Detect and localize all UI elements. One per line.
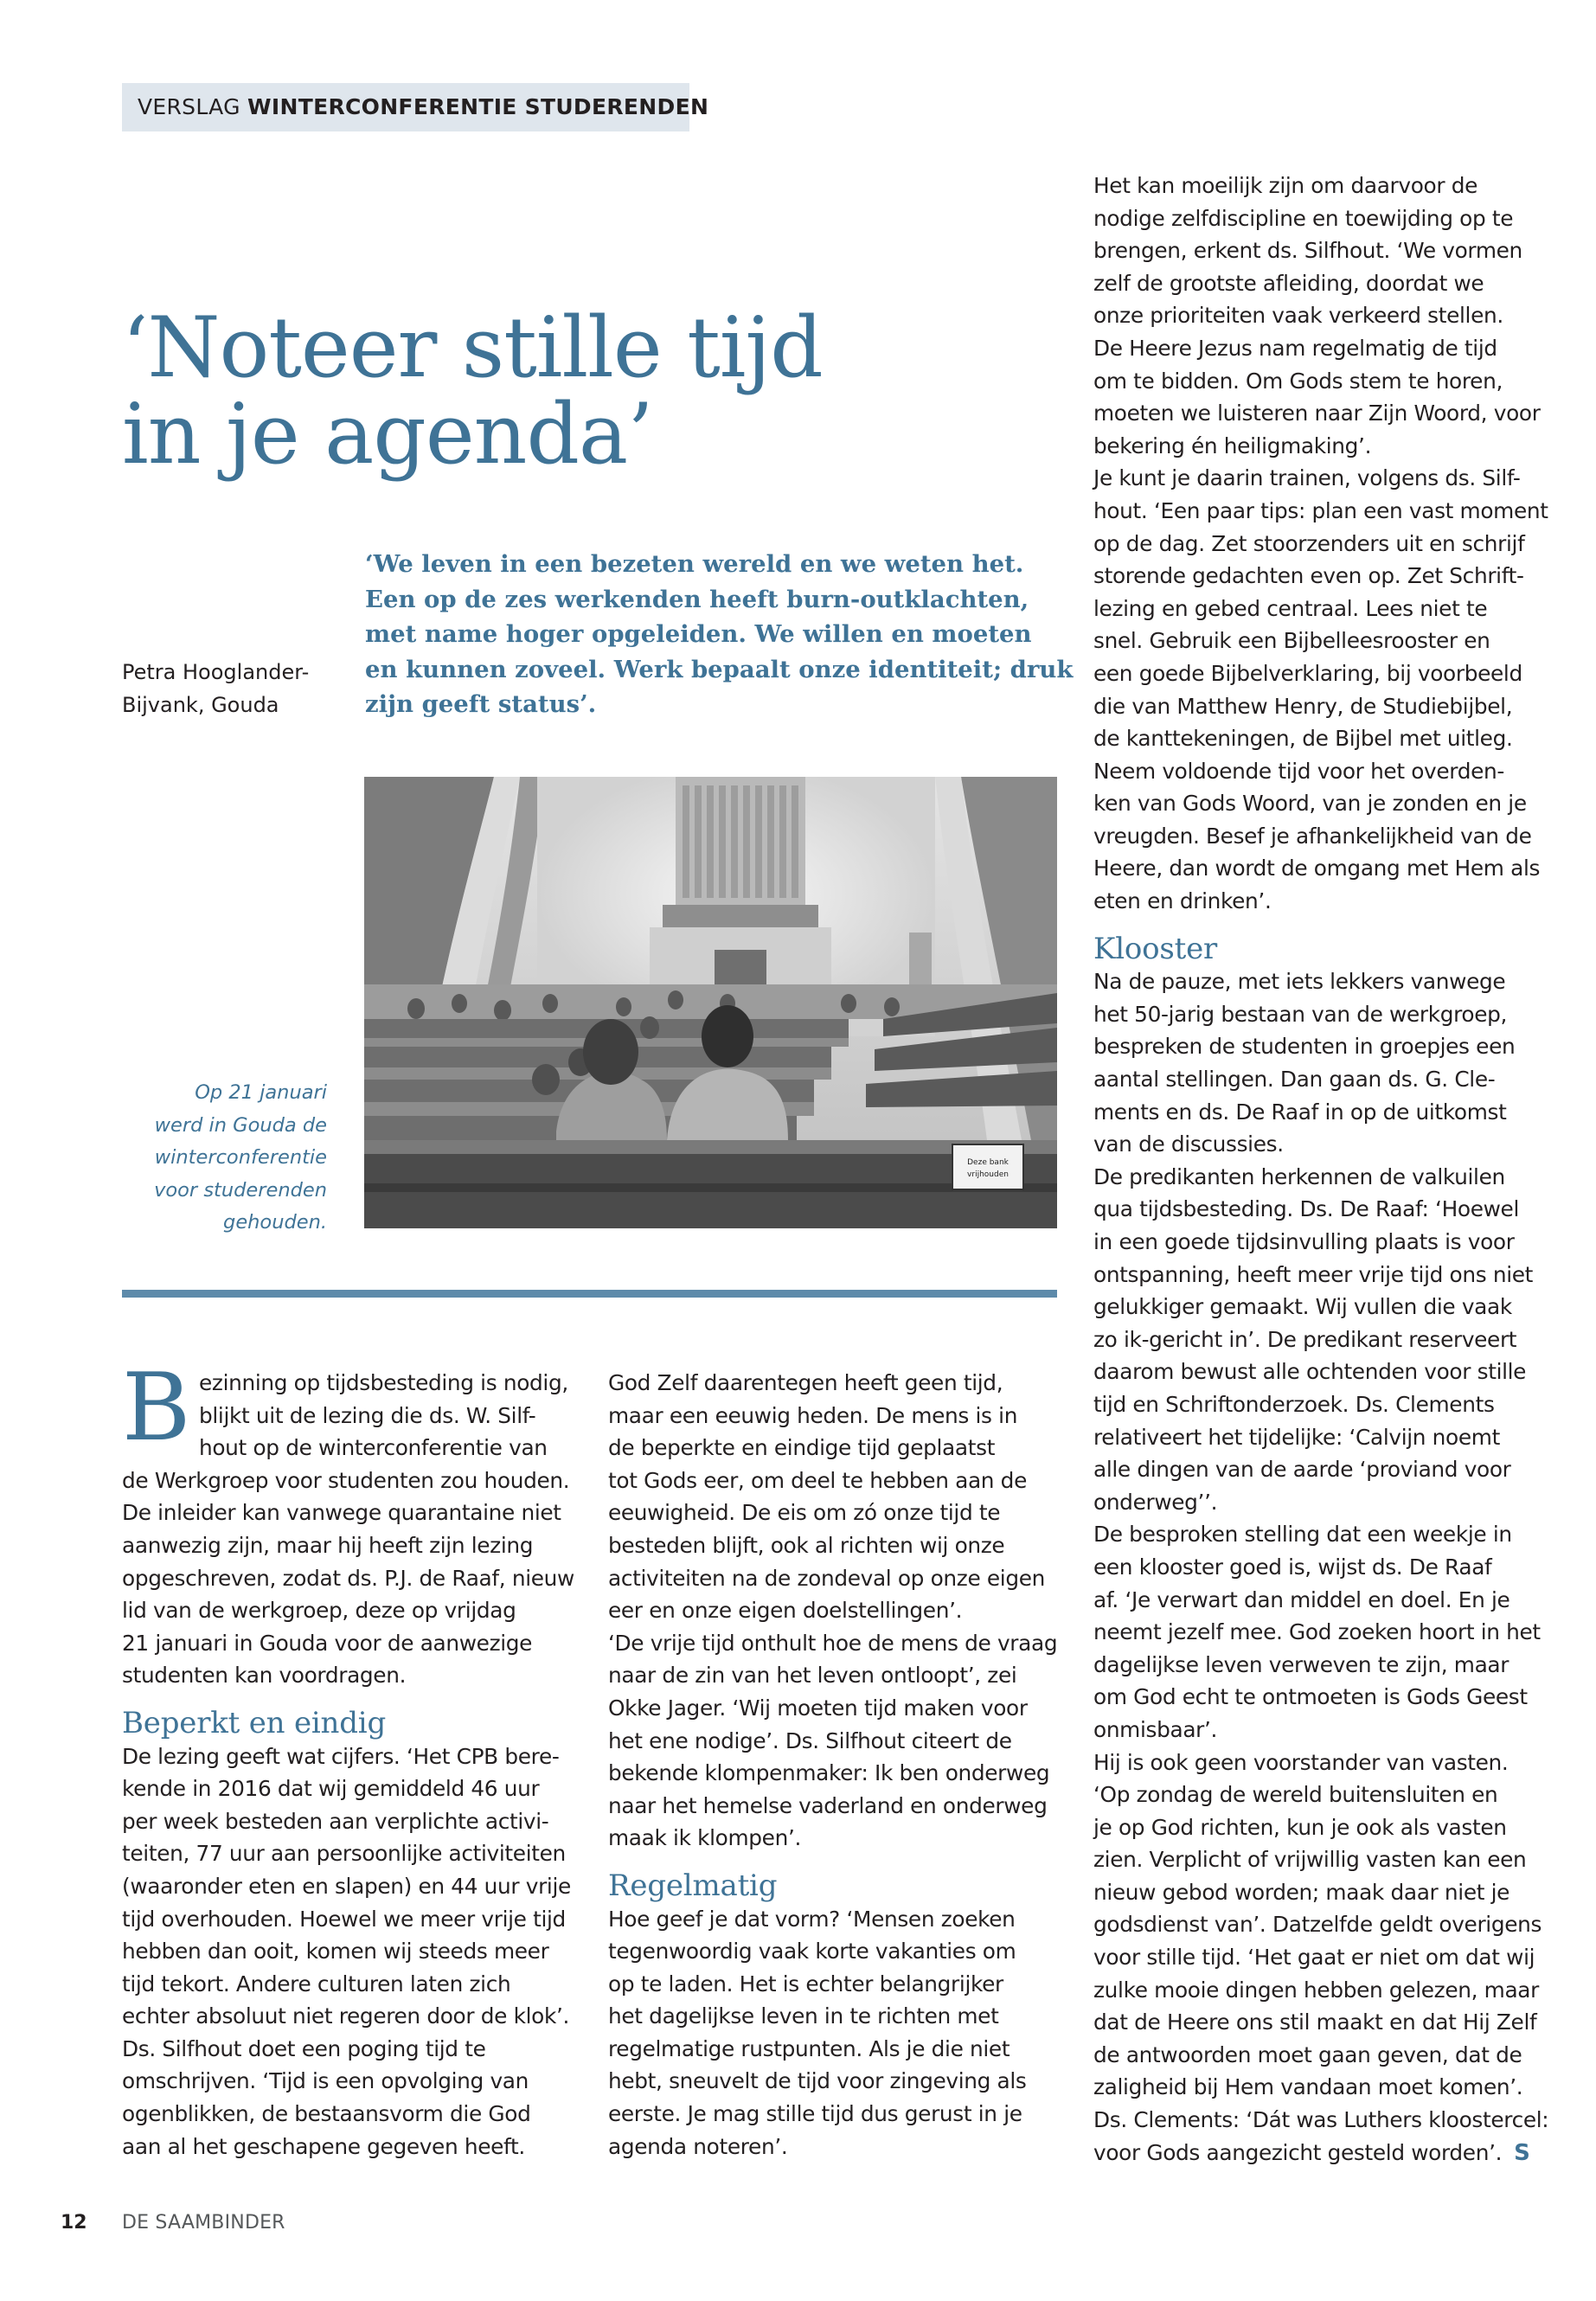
body-line: per week besteden aan verplichte activi- [122, 1808, 549, 1834]
body-line: onmisbaar’. [1093, 1716, 1218, 1742]
intro-line: en kunnen zoveel. Werk bepaalt onze identiteit; druk [365, 655, 1074, 683]
body-line: eeuwigheid. De eis om zó onze tijd te [608, 1500, 1001, 1526]
body-line: godsdienst van’. Datzelfde geldt overigens [1093, 1912, 1542, 1938]
body-line: ‘De vrije tijd onthult hoe de mens de vraag [608, 1630, 1058, 1656]
body-line: Neem voldoende tijd voor het overden- [1093, 758, 1504, 784]
body-line: ezinning op tijdsbesteding is nodig, [199, 1370, 568, 1395]
body-line: opgeschreven, zodat ds. P.J. de Raaf, nieuw [122, 1565, 574, 1591]
intro-line: met name hoger opgeleiden. We willen en moeten [365, 620, 1032, 648]
caption-line: gehouden. [223, 1211, 327, 1234]
body-line: onderweg’’. [1093, 1489, 1218, 1515]
body-line: dagelijkse leven verweven te zijn, maar [1093, 1651, 1509, 1677]
body-line: de Werkgroep voor studenten zou houden. [122, 1467, 570, 1493]
body-line: dat de Heere ons stil maakt en dat Hij Zelf [1093, 2009, 1537, 2035]
body-line: brengen, erkent ds. Silfhout. ‘We vormen [1093, 238, 1522, 264]
body-line: op te laden. Het is echter belangrijker [608, 1971, 1003, 1997]
article-column-3 [1093, 170, 1561, 2169]
body-line: 21 januari in Gouda voor de aanwezige [122, 1630, 533, 1656]
body-line: neemt jezelf mee. God zoeken hoort in het [1093, 1619, 1541, 1645]
body-line: naar de zin van het leven ontloopt’, zei [608, 1663, 1017, 1689]
body-line: God Zelf daarentegen heeft geen tijd, [608, 1370, 1003, 1395]
body-line: tegenwoordig vaak korte vakanties om [608, 1939, 1016, 1965]
body-line: De besproken stelling dat een weekje in [1093, 1522, 1512, 1548]
photo-caption [122, 1077, 327, 1240]
body-line: activiteiten na de zondeval op onze eigen [608, 1565, 1046, 1591]
body-line: ments en ds. De Raaf in op de uitkomst [1093, 1099, 1507, 1125]
intro-line: ‘We leven in een bezeten wereld en we weten het. [365, 550, 1024, 578]
title-line: in je agenda’ [122, 386, 653, 483]
body-line: de beperkte en eindige tijd geplaatst [608, 1435, 996, 1461]
end-mark-icon: S [1514, 2139, 1530, 2166]
body-line: de antwoorden moet gaan geven, dat de [1093, 2041, 1522, 2067]
body-line: ogenblikken, de bestaansvorm die God [122, 2101, 531, 2127]
body-line: zulke mooie dingen hebben gelezen, maar [1093, 1977, 1539, 2003]
body-line: nodige zelfdiscipline en toewijding op te [1093, 205, 1514, 231]
magazine-name: DE SAAMBINDER [122, 2212, 285, 2234]
body-line: ‘Op zondag de wereld buitensluiten en [1093, 1782, 1498, 1808]
body-line: agenda noteren’. [608, 2133, 788, 2159]
body-line: snel. Gebruik een Bijbelleesrooster en [1093, 628, 1490, 654]
pew-sign-text: Deze bank [967, 1158, 1009, 1167]
body-line: de kanttekeningen, de Bijbel met uitleg. [1093, 726, 1513, 752]
body-line: alle dingen van de aarde ‘proviand voor [1093, 1457, 1511, 1483]
body-line: het ene nodige’. Ds. Silfhout citeert de [608, 1727, 1012, 1753]
body-line: relativeert het tijdelijke: ‘Calvijn noemt [1093, 1424, 1500, 1450]
body-line: Heere, dan wordt de omgang met Hem als [1093, 856, 1541, 881]
subheading-klooster: Klooster [1093, 931, 1218, 966]
body-line: eerste. Je mag stille tijd dus gerust in je [608, 2101, 1022, 2127]
body-line: omschrijven. ‘Tijd is een opvolging van [122, 2068, 529, 2094]
body-line: Okke Jager. ‘Wij moeten tijd maken voor [608, 1695, 1028, 1721]
body-line: hebben dan ooit, komen wij steeds meer [122, 1939, 549, 1965]
body-line: lezing en gebed centraal. Lees niet te [1093, 595, 1488, 621]
intro-lead [365, 547, 1074, 722]
page-number: 12 [61, 2212, 87, 2234]
body-line: naar het hemelse vaderland en onderweg [608, 1792, 1048, 1818]
body-line: Je kunt je daarin trainen, volgens ds. Silf- [1093, 465, 1521, 491]
body-line: daarom bewust alle ochtenden voor stille [1093, 1359, 1527, 1385]
section-tag [122, 83, 709, 131]
church-photo [364, 777, 1057, 1228]
body-line: vreugden. Besef je afhankelijkheid van de [1093, 823, 1532, 849]
body-line: eer en onze eigen doelstellingen’. [608, 1598, 963, 1624]
title-line: ‘Noteer stille tijd [122, 299, 823, 396]
article-column-1 [122, 1354, 580, 2163]
body-line: hebt, sneuvelt de tijd voor zingeving als [608, 2068, 1027, 2094]
body-line: voor stille tijd. ‘Het gaat er niet om dat wij [1093, 1945, 1535, 1971]
body-line: De Heere Jezus nam regelmatig de tijd [1093, 335, 1497, 361]
intro-line: Een op de zes werkenden heeft burn-outklachten, [365, 585, 1029, 613]
body-line: van de discussies. [1093, 1131, 1284, 1157]
body-line: kende in 2016 dat wij gemiddeld 46 uur [122, 1776, 540, 1802]
church-interior-image [364, 777, 1057, 1228]
body-line: aanwezig zijn, maar hij heeft zijn lezing [122, 1532, 534, 1558]
body-line: De lezing geeft wat cijfers. ‘Het CPB bere- [122, 1743, 560, 1769]
body-line: aantal stellingen. Dan gaan ds. G. Cle- [1093, 1067, 1496, 1093]
body-line: Ds. Clements: ‘Dát was Luthers kloostercel: [1093, 2107, 1549, 2133]
body-line: af. ‘Je verwart dan middel en doel. En je [1093, 1586, 1510, 1612]
body-line: het 50-jarig bestaan van de werkgroep, [1093, 1001, 1508, 1027]
body-line: hout op de winterconferentie van [199, 1435, 548, 1461]
body-line: om te bidden. Om Gods stem te horen, [1093, 368, 1503, 394]
body-line: je op God richten, kun je ook als vasten [1093, 1814, 1507, 1840]
dropcap-letter: B [122, 1354, 191, 1462]
article-title [122, 299, 1030, 483]
body-line: zelf de grootste afleiding, doordat we [1093, 270, 1484, 296]
body-line: ken van Gods Woord, van je zonden en je [1093, 791, 1527, 817]
body-line: moeten we luisteren naar Zijn Woord, voor [1093, 401, 1541, 426]
body-line: aan al het geschapene gegeven heeft. [122, 2133, 525, 2159]
body-line: zo ik-gericht in’. De predikant reserveert [1093, 1326, 1517, 1352]
author-line: Bijvank, Gouda [122, 693, 279, 717]
body-line: Na de pauze, met iets lekkers vanwege [1093, 969, 1506, 995]
article-column-2 [608, 1367, 1058, 2163]
body-line: bekering én heiligmaking’. [1093, 433, 1372, 458]
body-line: maar een eeuwig heden. De mens is in [608, 1402, 1018, 1428]
body-line: De predikanten herkennen de valkuilen [1093, 1163, 1505, 1189]
body-line: storende gedachten even op. Zet Schrift- [1093, 563, 1524, 589]
body-line: op de dag. Zet stoorzenders uit en schrijf [1093, 530, 1525, 556]
body-line: studenten kan voordragen. [122, 1663, 407, 1689]
subheading-regelmatig: Regelmatig [608, 1868, 778, 1903]
body-line: die van Matthew Henry, de Studiebijbel, [1093, 693, 1513, 719]
section-tag-prefix: VERSLAG [138, 94, 240, 119]
body-line: regelmatige rustpunten. Als je die niet [608, 2035, 1010, 2061]
body-line: (waaronder eten en slapen) en 44 uur vrije [122, 1873, 571, 1899]
last-body-line [1093, 2137, 1561, 2170]
body-line: tijd tekort. Andere culturen laten zich [122, 1971, 511, 1997]
body-line: bekende klompenmaker: Ik ben onderweg [608, 1760, 1050, 1786]
body-line: Hoe geef je dat vorm? ‘Mensen zoeken [608, 1906, 1016, 1932]
author-line: Petra Hooglander- [122, 660, 310, 684]
body-line: het dagelijkse leven in te richten met [608, 2003, 999, 2029]
body-line: ontspanning, heeft meer vrije tijd ons niet [1093, 1261, 1534, 1287]
caption-line: winterconferentie [154, 1146, 327, 1169]
caption-line: voor studerenden [154, 1178, 327, 1202]
body-line: teiten, 77 uur aan persoonlijke activiteiten [122, 1841, 566, 1867]
body-line: een klooster goed is, wijst ds. De Raaf [1093, 1554, 1492, 1580]
body-line: lid van de werkgroep, deze op vrijdag [122, 1598, 516, 1624]
body-line: hout. ‘Een paar tips: plan een vast moment [1093, 497, 1548, 523]
body-line: De inleider kan vanwege quarantaine niet [122, 1500, 561, 1526]
body-line: eten en drinken’. [1093, 888, 1272, 914]
body-line: maak ik klompen’. [608, 1825, 802, 1851]
caption-line: werd in Gouda de [154, 1113, 327, 1137]
body-line: Het kan moeilijk zijn om daarvoor de [1093, 173, 1478, 198]
body-line: om God echt te ontmoeten is Gods Geest [1093, 1684, 1528, 1710]
subheading-beperkt-en-eindig: Beperkt en eindig [122, 1705, 387, 1740]
body-line: een goede Bijbelverklaring, bij voorbeeld [1093, 660, 1522, 686]
section-tag-title: WINTERCONFERENTIE STUDERENDEN [247, 94, 709, 119]
body-line: blijkt uit de lezing die ds. W. Silf- [199, 1402, 536, 1428]
body-line: qua tijdsbesteding. Ds. De Raaf: ‘Hoewel [1093, 1196, 1519, 1222]
body-line: tot Gods eer, om deel te hebben aan de [608, 1467, 1027, 1493]
section-divider [122, 1290, 1057, 1298]
body-line: nieuw gebod worden; maak daar niet je [1093, 1879, 1510, 1905]
caption-line: Op 21 januari [195, 1081, 327, 1104]
body-line: onze prioriteiten vaak verkeerd stellen. [1093, 303, 1503, 329]
intro-line: zijn geeft status’. [365, 690, 597, 718]
body-line: tijd overhouden. Hoewel we meer vrije tijd [122, 1906, 566, 1932]
body-line: Ds. Silfhout doet een poging tijd te [122, 2035, 486, 2061]
body-line: tijd en Schriftonderzoek. Ds. Clements [1093, 1391, 1495, 1417]
author-byline [122, 656, 321, 721]
pew-sign-text: vrijhouden [967, 1170, 1009, 1179]
body-line: zaligheid bij Hem vandaan moet komen’. [1093, 2074, 1523, 2100]
body-line: voor Gods aangezicht gesteld worden’. [1093, 2139, 1503, 2165]
body-line: gelukkiger gemaakt. Wij vullen die vaak [1093, 1294, 1512, 1320]
body-line: Hij is ook geen voorstander van vasten. [1093, 1749, 1509, 1775]
body-line: in een goede tijdsinvulling plaats is voor [1093, 1229, 1515, 1254]
body-line: bespreken de studenten in groepjes een [1093, 1034, 1516, 1060]
body-line: besteden blijft, ook al richten wij onze [608, 1532, 1005, 1558]
body-line: echter absoluut niet regeren door de klok’. [122, 2003, 570, 2029]
body-line: zien. Verplicht of vrijwillig vasten kan een [1093, 1847, 1527, 1873]
